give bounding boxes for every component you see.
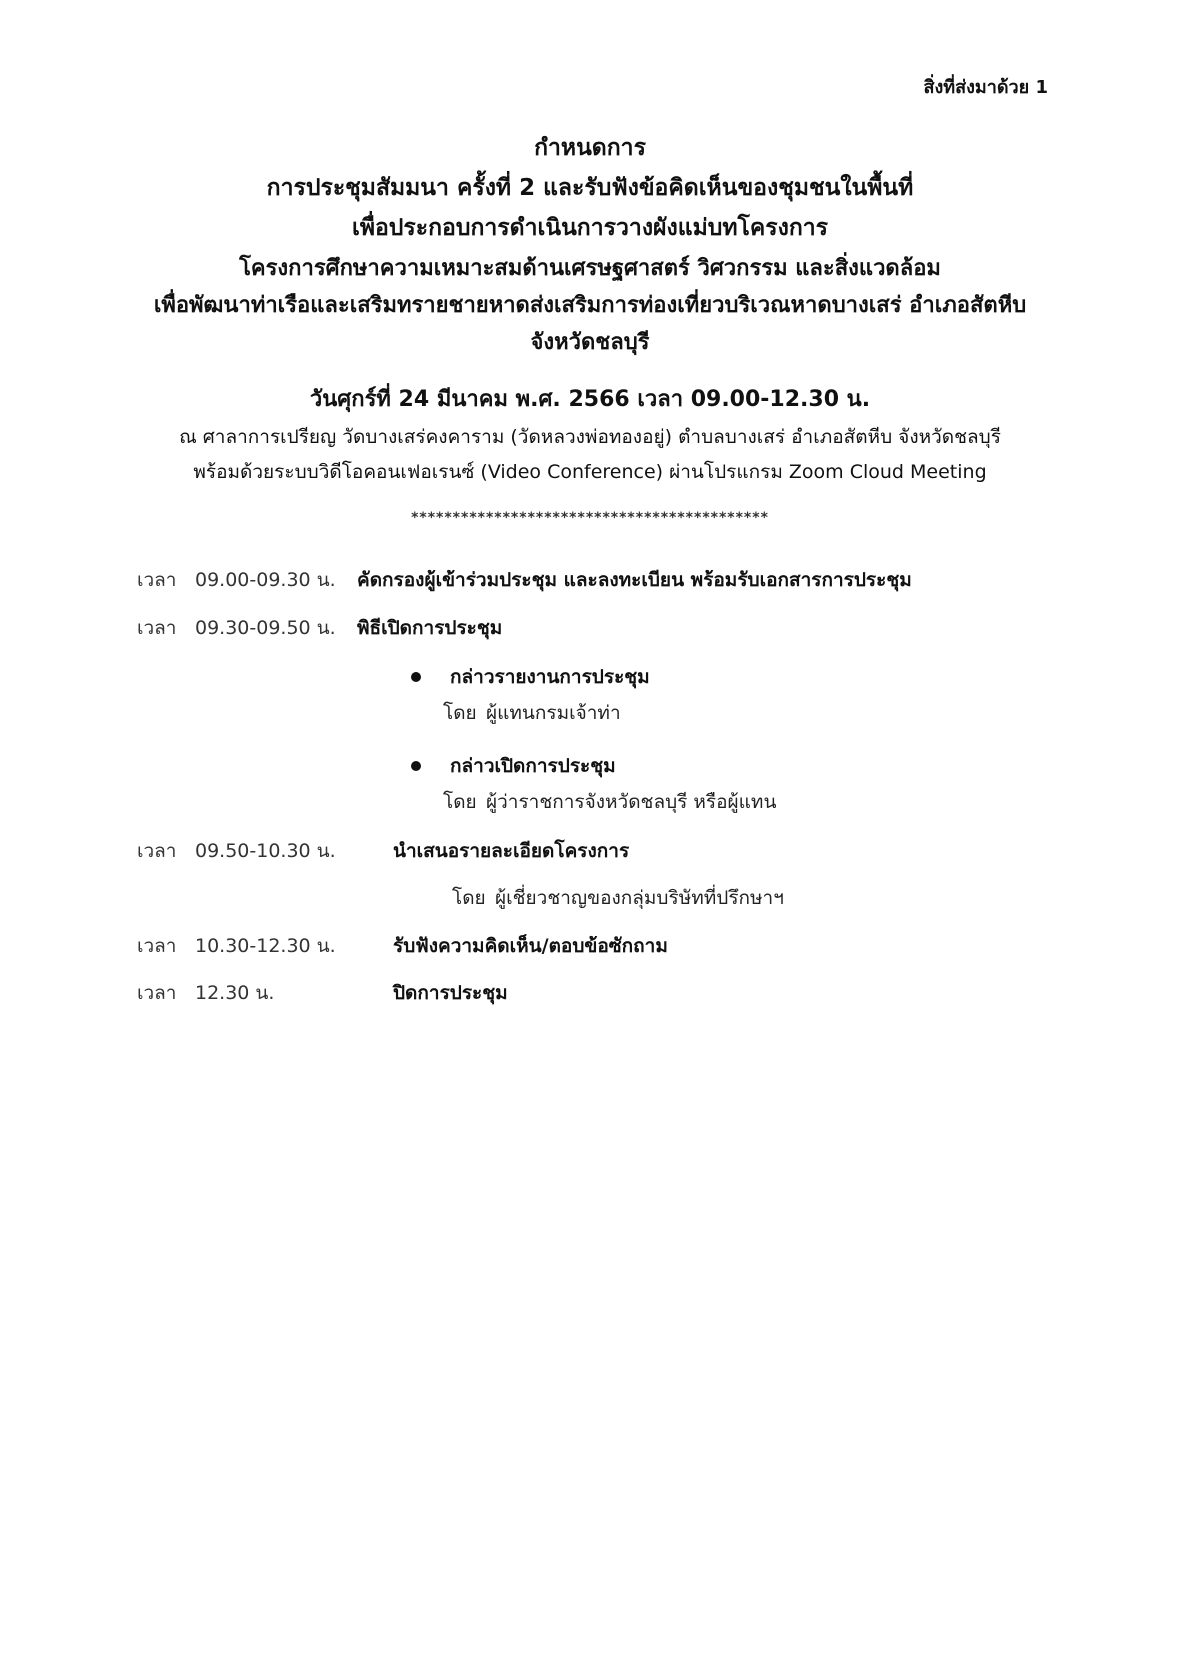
activity: นำเสนอรายละเอียดโครงการ	[393, 840, 630, 862]
schedule-row	[0, 929, 1180, 963]
subitem-title: กล่าวรายงานการประชุม	[450, 666, 650, 688]
project-name-line-2: เพื่อพัฒนาท่าเรือและเสริมทรายชายหาดส่งเสริมการท่องเที่ยวบริเวณหาดบางเสร่ อำเภอสัตหีบ	[153, 293, 1027, 318]
activity: คัดกรองผู้เข้าร่วมประชุม และลงทะเบียน พร้อมรับเอกสารการประชุม	[357, 569, 912, 591]
activity: พิธีเปิดการประชุม	[357, 617, 503, 639]
separator-line: *******************************************	[411, 510, 769, 526]
schedule-row	[0, 563, 1180, 597]
time-range: 09.50-10.30 น.	[195, 840, 336, 862]
bullet-icon	[411, 761, 421, 771]
meeting-subject: การประชุมสัมมนา ครั้งที่ 2 และรับฟังข้อคิดเห็นของชุมชนในพื้นที่	[266, 175, 914, 201]
presenter: ผู้เชี่ยวชาญของกลุ่มบริษัทที่ปรึกษาฯ	[495, 887, 784, 909]
subitem-by: ผู้ว่าราชการจังหวัดชลบุรี หรือผู้แทน	[486, 791, 777, 813]
subitem-title: กล่าวเปิดการประชุม	[450, 755, 616, 777]
attachment-label: สิ่งที่ส่งมาด้วย 1	[923, 77, 1048, 98]
schedule-row	[0, 976, 1180, 1010]
project-name-line-3: จังหวัดชลบุรี	[530, 330, 650, 355]
meeting-date: วันศุกร์ที่ 24 มีนาคม พ.ศ. 2566 เวลา 09.00-12.30 น.	[309, 387, 871, 412]
presenter-by-label: โดย	[452, 887, 486, 909]
activity: ปิดการประชุม	[393, 982, 508, 1004]
time-range: 09.00-09.30 น.	[195, 569, 336, 591]
meeting-venue: ณ ศาลาการเปรียญ วัดบางเสร่คงคาราม (วัดหลวงพ่อทองอยู่) ตำบลบางเสร่ อำเภอสัตหีบ จังหวัดชลบุรี	[179, 426, 1001, 448]
time-label: เวลา	[137, 569, 177, 591]
subitem-by-label: โดย	[443, 791, 477, 813]
document-title: กำหนดการ	[534, 135, 646, 161]
online-meeting-info: พร้อมด้วยระบบวิดีโอคอนเฟอเรนซ์ (Video Conference) ผ่านโปรแกรม Zoom Cloud Meeting	[193, 461, 987, 483]
time-range: 12.30 น.	[195, 982, 275, 1004]
activity: รับฟังความคิดเห็น/ตอบข้อซักถาม	[393, 935, 668, 957]
time-label: เวลา	[137, 617, 177, 639]
time-range: 09.30-09.50 น.	[195, 617, 336, 639]
schedule-row	[0, 611, 1180, 645]
subitem-by: ผู้แทนกรมเจ้าท่า	[486, 702, 621, 724]
time-label: เวลา	[137, 982, 177, 1004]
bullet-icon	[411, 672, 421, 682]
schedule-row	[0, 834, 1180, 868]
project-name-line-1: โครงการศึกษาความเหมาะสมด้านเศรษฐศาสตร์ วิศวกรรม และสิ่งแวดล้อม	[239, 256, 941, 281]
time-label: เวลา	[137, 840, 177, 862]
time-label: เวลา	[137, 935, 177, 957]
subitem-by-label: โดย	[443, 702, 477, 724]
time-range: 10.30-12.30 น.	[195, 935, 336, 957]
meeting-purpose: เพื่อประกอบการดำเนินการวางผังแม่บทโครงการ	[351, 215, 829, 241]
